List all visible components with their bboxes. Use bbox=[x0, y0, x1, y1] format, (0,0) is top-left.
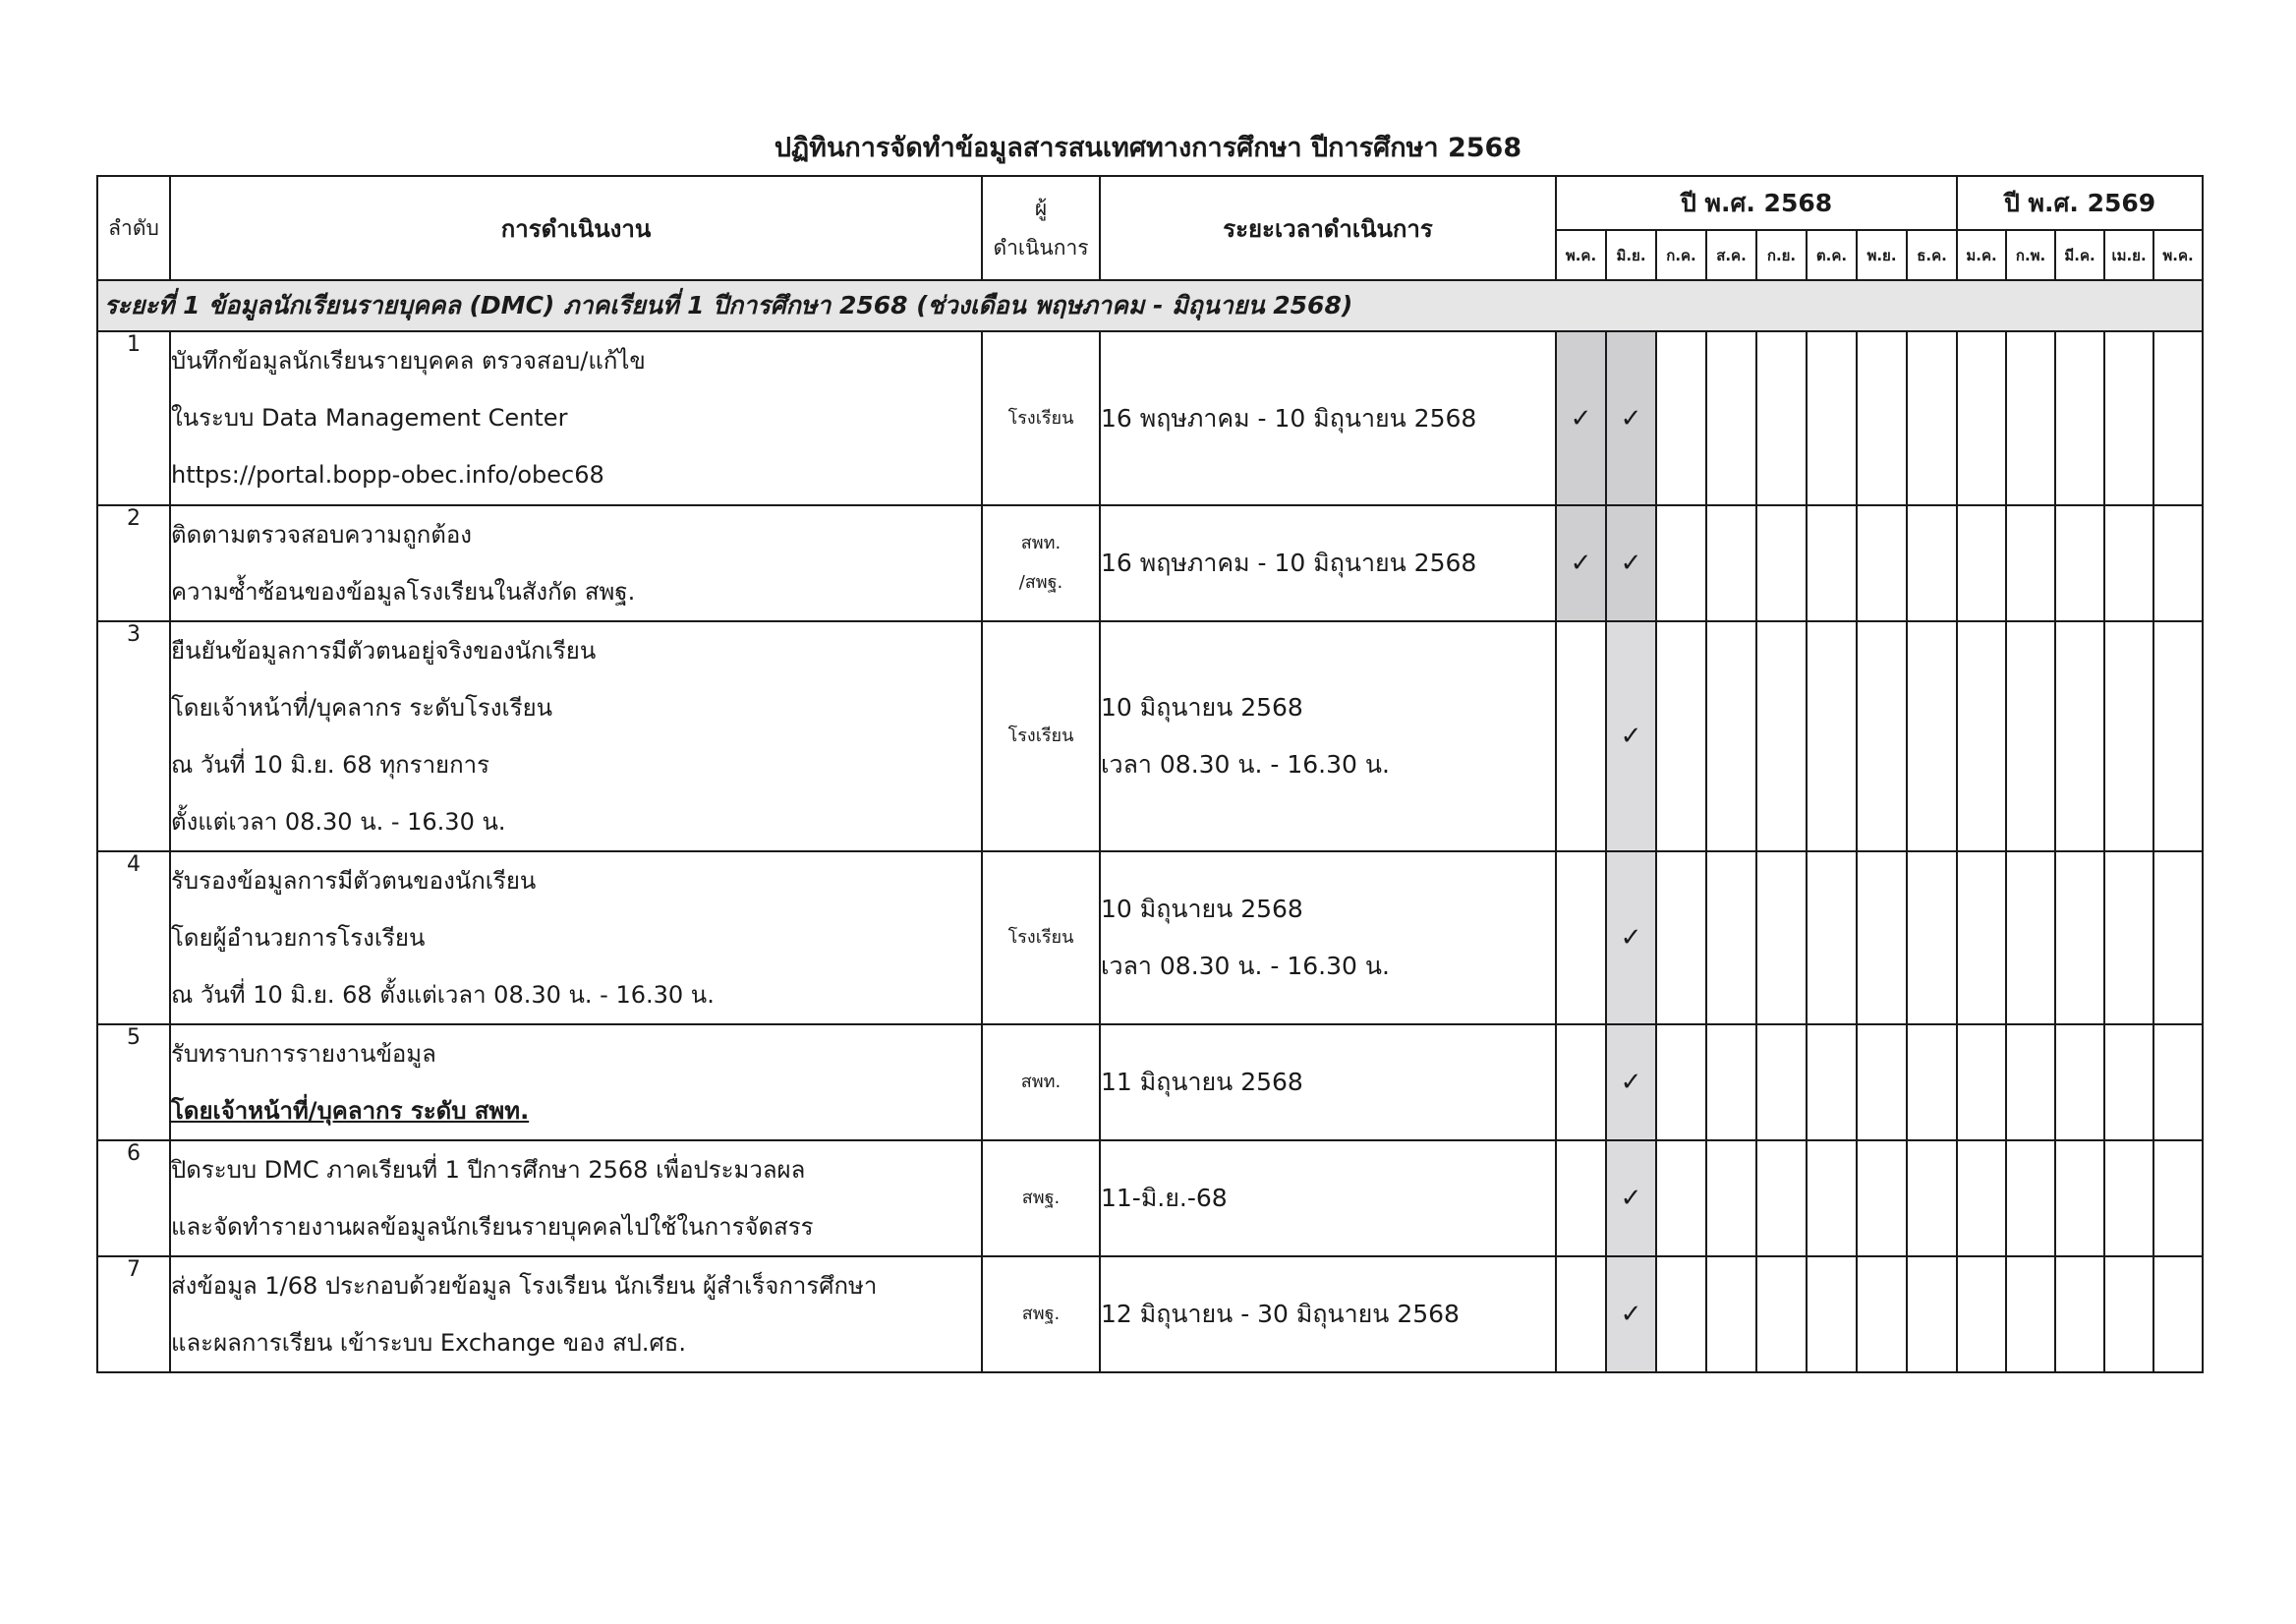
month-cell bbox=[2006, 621, 2055, 851]
row-description bbox=[170, 1256, 982, 1372]
description-line: ความซ้ำซ้อนของข้อมูลโรงเรียนในสังกัด สพฐ. bbox=[171, 578, 636, 606]
month-cell bbox=[1556, 1024, 1606, 1140]
period-line: เวลา 08.30 น. - 16.30 น. bbox=[1101, 952, 1390, 980]
checkmark-icon: ✓ bbox=[1606, 851, 1656, 1024]
row-responsible: สพท. bbox=[982, 1024, 1100, 1140]
row-responsible: โรงเรียน bbox=[982, 851, 1100, 1024]
period-line: 11-มิ.ย.-68 bbox=[1101, 1184, 1228, 1212]
month-cell bbox=[2006, 1256, 2055, 1372]
month-cell bbox=[2055, 1024, 2104, 1140]
row-number: 2 bbox=[97, 505, 170, 621]
header-month: ก.ย. bbox=[1756, 230, 1807, 280]
responsible-line: สพท. bbox=[1020, 533, 1062, 553]
table-row bbox=[97, 1140, 2203, 1256]
month-cell bbox=[1756, 331, 1807, 505]
page-title: ปฏิทินการจัดทำข้อมูลสารสนเทศทางการศึกษา ปีการศึกษา 2568 bbox=[774, 133, 1522, 163]
month-cell bbox=[1706, 851, 1756, 1024]
table-row bbox=[97, 331, 2203, 505]
description-line: ณ วันที่ 10 มิ.ย. 68 ตั้งแต่เวลา 08.30 น. - 16.30 น. bbox=[171, 981, 715, 1009]
month-cell bbox=[2153, 621, 2203, 851]
description-line: ในระบบ Data Management Center bbox=[171, 404, 568, 432]
header-month: ส.ค. bbox=[1706, 230, 1756, 280]
row-number: 5 bbox=[97, 1024, 170, 1140]
month-cell bbox=[1556, 621, 1606, 851]
row-responsible: โรงเรียน bbox=[982, 621, 1100, 851]
month-cell bbox=[2104, 851, 2153, 1024]
checkmark-icon: ✓ bbox=[1606, 1140, 1656, 1256]
description-line: ติดตามตรวจสอบความถูกต้อง bbox=[171, 521, 472, 549]
description-line: รับรองข้อมูลการมีตัวตนของนักเรียน bbox=[171, 867, 537, 895]
month-cell bbox=[1807, 1140, 1857, 1256]
month-cell bbox=[1957, 621, 2006, 851]
month-cell bbox=[2153, 505, 2203, 621]
month-cell bbox=[1857, 1140, 1907, 1256]
header-who-line2: ดำเนินการ bbox=[993, 236, 1089, 260]
month-cell bbox=[1706, 505, 1756, 621]
month-cell bbox=[1706, 1256, 1756, 1372]
row-description bbox=[170, 331, 982, 505]
month-cell bbox=[1907, 851, 1957, 1024]
checkmark-icon: ✓ bbox=[1606, 505, 1656, 621]
month-cell bbox=[2153, 1256, 2203, 1372]
row-description bbox=[170, 621, 982, 851]
row-responsible: โรงเรียน bbox=[982, 331, 1100, 505]
month-cell bbox=[1807, 1256, 1857, 1372]
header-who bbox=[982, 176, 1100, 280]
description-line: https://portal.bopp-obec.info/obec68 bbox=[171, 461, 604, 489]
month-cell bbox=[1756, 1256, 1807, 1372]
description-line: ยืนยันข้อมูลการมีตัวตนอยู่จริงของนักเรียน bbox=[171, 637, 597, 665]
month-cell bbox=[1706, 1024, 1756, 1140]
phase-heading: ระยะที่ 1 ข้อมูลนักเรียนรายบุคคล (DMC) ภาคเรียนที่ 1 ปีการศึกษา 2568 (ช่วงเดือน พฤษภาคม - มิถุนายน 2568) bbox=[97, 280, 2203, 331]
checkmark-icon: ✓ bbox=[1606, 331, 1656, 505]
checkmark-icon: ✓ bbox=[1606, 1256, 1656, 1372]
header-year-2569: ปี พ.ศ. 2569 bbox=[1957, 176, 2203, 230]
month-cell bbox=[2153, 1024, 2203, 1140]
row-description bbox=[170, 851, 982, 1024]
month-cell bbox=[2055, 1140, 2104, 1256]
header-month: พ.ค. bbox=[2153, 230, 2203, 280]
month-cell bbox=[1907, 1140, 1957, 1256]
month-cell bbox=[1556, 1256, 1606, 1372]
row-period bbox=[1100, 1024, 1556, 1140]
table-row bbox=[97, 851, 2203, 1024]
month-cell bbox=[1907, 505, 1957, 621]
row-period bbox=[1100, 851, 1556, 1024]
header-month: พ.ย. bbox=[1857, 230, 1907, 280]
table-row bbox=[97, 1256, 2203, 1372]
month-cell bbox=[2153, 331, 2203, 505]
month-cell bbox=[1656, 851, 1706, 1024]
month-cell bbox=[2006, 1024, 2055, 1140]
month-cell bbox=[2104, 1256, 2153, 1372]
row-description bbox=[170, 505, 982, 621]
period-line: 10 มิถุนายน 2568 bbox=[1101, 895, 1303, 923]
month-cell bbox=[1807, 1024, 1857, 1140]
row-period bbox=[1100, 331, 1556, 505]
month-cell bbox=[1706, 621, 1756, 851]
month-cell bbox=[1706, 331, 1756, 505]
month-cell bbox=[1907, 1256, 1957, 1372]
month-cell bbox=[1656, 1256, 1706, 1372]
description-line: ปิดระบบ DMC ภาคเรียนที่ 1 ปีการศึกษา 2568 เพื่อประมวลผล bbox=[171, 1156, 806, 1184]
month-cell bbox=[1756, 851, 1807, 1024]
month-cell bbox=[1656, 1024, 1706, 1140]
month-cell bbox=[2055, 331, 2104, 505]
header-month: ต.ค. bbox=[1807, 230, 1857, 280]
schedule-table bbox=[96, 175, 2204, 1373]
month-cell bbox=[2055, 505, 2104, 621]
description-line: ณ วันที่ 10 มิ.ย. 68 ทุกรายการ bbox=[171, 751, 490, 779]
month-cell bbox=[2104, 1024, 2153, 1140]
month-cell bbox=[1706, 1140, 1756, 1256]
header-month: ธ.ค. bbox=[1907, 230, 1957, 280]
month-cell bbox=[1957, 1256, 2006, 1372]
month-cell bbox=[2104, 505, 2153, 621]
month-cell bbox=[2006, 331, 2055, 505]
month-cell bbox=[2104, 1140, 2153, 1256]
month-cell bbox=[1656, 621, 1706, 851]
period-line: เวลา 08.30 น. - 16.30 น. bbox=[1101, 750, 1390, 779]
description-line: ส่งข้อมูล 1/68 ประกอบด้วยข้อมูล โรงเรียน นักเรียน ผู้สำเร็จการศึกษา bbox=[171, 1272, 878, 1300]
month-cell bbox=[1807, 505, 1857, 621]
period-line: 10 มิถุนายน 2568 bbox=[1101, 693, 1303, 722]
row-description bbox=[170, 1024, 982, 1140]
header-month: เม.ย. bbox=[2104, 230, 2153, 280]
row-responsible bbox=[982, 505, 1100, 621]
month-cell bbox=[2006, 505, 2055, 621]
header-month: ม.ค. bbox=[1957, 230, 2006, 280]
month-cell bbox=[1656, 1140, 1706, 1256]
month-cell bbox=[1907, 621, 1957, 851]
checkmark-icon: ✓ bbox=[1606, 1024, 1656, 1140]
month-cell bbox=[1857, 621, 1907, 851]
row-number: 4 bbox=[97, 851, 170, 1024]
header-no: ลำดับ bbox=[97, 176, 170, 280]
header-year-2568: ปี พ.ศ. 2568 bbox=[1556, 176, 1957, 230]
month-cell bbox=[1756, 1140, 1807, 1256]
table-row bbox=[97, 621, 2203, 851]
month-cell bbox=[1857, 1256, 1907, 1372]
row-number: 3 bbox=[97, 621, 170, 851]
table-row bbox=[97, 505, 2203, 621]
month-cell bbox=[1656, 505, 1706, 621]
description-line: บันทึกข้อมูลนักเรียนรายบุคคล ตรวจสอบ/แก้ไข bbox=[171, 347, 646, 375]
row-responsible: สพฐ. bbox=[982, 1256, 1100, 1372]
month-cell bbox=[2104, 621, 2153, 851]
month-cell bbox=[1857, 851, 1907, 1024]
header-month: มิ.ย. bbox=[1606, 230, 1656, 280]
month-cell bbox=[1756, 621, 1807, 851]
description-line: และจัดทำรายงานผลข้อมูลนักเรียนรายบุคคลไปใช้ในการจัดสรร bbox=[171, 1213, 814, 1241]
header-operation: การดำเนินงาน bbox=[170, 176, 982, 280]
period-line: 16 พฤษภาคม - 10 มิถุนายน 2568 bbox=[1101, 549, 1477, 577]
month-cell bbox=[1556, 851, 1606, 1024]
month-cell bbox=[1756, 505, 1807, 621]
row-number: 7 bbox=[97, 1256, 170, 1372]
checkmark-icon: ✓ bbox=[1556, 505, 1606, 621]
month-cell bbox=[1756, 1024, 1807, 1140]
month-cell bbox=[1957, 505, 2006, 621]
description-line: รับทราบการรายงานข้อมูล bbox=[171, 1040, 436, 1068]
header-period: ระยะเวลาดำเนินการ bbox=[1100, 176, 1556, 280]
row-number: 6 bbox=[97, 1140, 170, 1256]
header-month: ก.พ. bbox=[2006, 230, 2055, 280]
month-cell bbox=[2055, 1256, 2104, 1372]
month-cell bbox=[1857, 505, 1907, 621]
header-month: ก.ค. bbox=[1656, 230, 1706, 280]
month-cell bbox=[1957, 1024, 2006, 1140]
month-cell bbox=[1807, 851, 1857, 1024]
month-cell bbox=[1907, 1024, 1957, 1140]
description-line: โดยเจ้าหน้าที่/บุคลากร ระดับโรงเรียน bbox=[171, 694, 553, 722]
period-line: 11 มิถุนายน 2568 bbox=[1101, 1068, 1303, 1096]
responsible-line: /สพฐ. bbox=[1018, 572, 1063, 593]
description-line: โดยผู้อำนวยการโรงเรียน bbox=[171, 924, 426, 952]
month-cell bbox=[1907, 331, 1957, 505]
checkmark-icon: ✓ bbox=[1556, 331, 1606, 505]
month-cell bbox=[2153, 1140, 2203, 1256]
row-period bbox=[1100, 505, 1556, 621]
month-cell bbox=[2153, 851, 2203, 1024]
month-cell bbox=[2006, 1140, 2055, 1256]
description-line: ตั้งแต่เวลา 08.30 น. - 16.30 น. bbox=[171, 808, 506, 836]
month-cell bbox=[1857, 1024, 1907, 1140]
row-description bbox=[170, 1140, 982, 1256]
month-cell bbox=[2104, 331, 2153, 505]
month-cell bbox=[1957, 331, 2006, 505]
month-cell bbox=[1556, 1140, 1606, 1256]
row-period bbox=[1100, 621, 1556, 851]
period-line: 12 มิถุนายน - 30 มิถุนายน 2568 bbox=[1101, 1300, 1460, 1328]
month-cell bbox=[1957, 851, 2006, 1024]
month-cell bbox=[1807, 331, 1857, 505]
row-period bbox=[1100, 1140, 1556, 1256]
month-cell bbox=[1857, 331, 1907, 505]
month-cell bbox=[1656, 331, 1706, 505]
description-line: โดยเจ้าหน้าที่/บุคลากร ระดับ สพท. bbox=[171, 1097, 530, 1125]
month-cell bbox=[2055, 621, 2104, 851]
month-cell bbox=[1957, 1140, 2006, 1256]
header-month: มี.ค. bbox=[2055, 230, 2104, 280]
month-cell bbox=[2006, 851, 2055, 1024]
month-cell bbox=[1807, 621, 1857, 851]
row-responsible: สพฐ. bbox=[982, 1140, 1100, 1256]
month-cell bbox=[2055, 851, 2104, 1024]
row-number: 1 bbox=[97, 331, 170, 505]
checkmark-icon: ✓ bbox=[1606, 621, 1656, 851]
header-month: พ.ค. bbox=[1556, 230, 1606, 280]
period-line: 16 พฤษภาคม - 10 มิถุนายน 2568 bbox=[1101, 403, 1477, 433]
row-period bbox=[1100, 1256, 1556, 1372]
header-who-line1: ผู้ bbox=[1034, 197, 1048, 220]
table-row bbox=[97, 1024, 2203, 1140]
description-line: และผลการเรียน เข้าระบบ Exchange ของ สป.ศธ. bbox=[171, 1329, 686, 1357]
